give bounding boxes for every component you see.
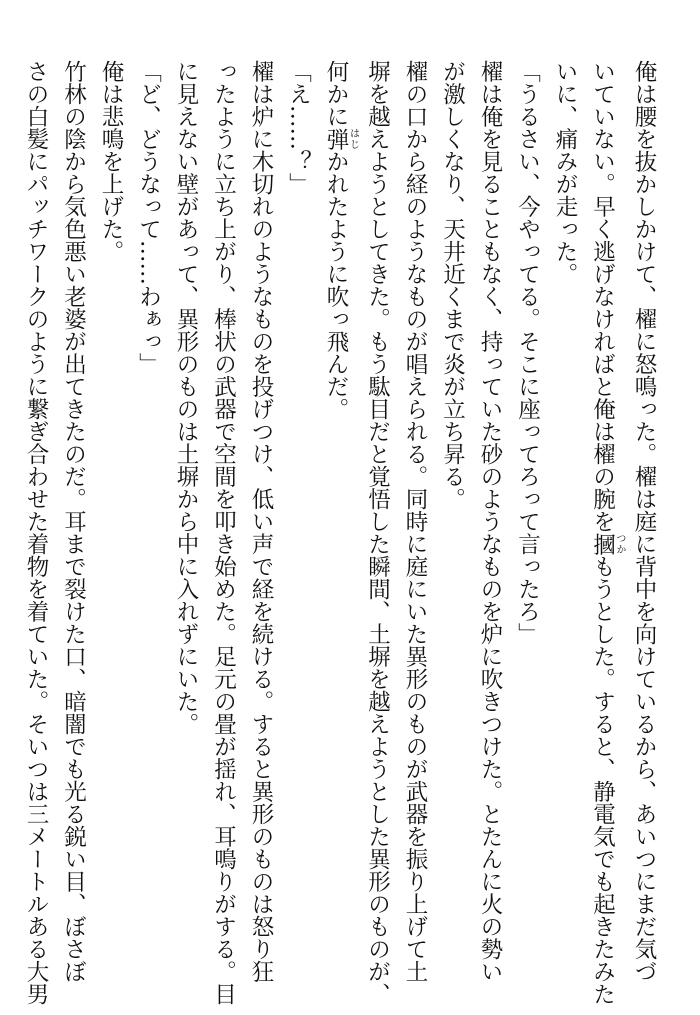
text-line-9	[317, 60, 359, 960]
ruby-haji	[323, 127, 359, 151]
text-line-8: 塀を越えようとしてきた。もう駄目だと覚悟した瞬間、土塀を越えようとした異形のものが、	[364, 60, 391, 1005]
text-line-15: 俺は悲鳴を上げた。	[98, 60, 124, 263]
text-segment: もうとした。すると、静電気でも起きたみた	[589, 555, 616, 1005]
text-line-17: さの白髪にパッチワークのように繋ぎ合わせた着物を着ていた。そいつは三メートルある大男	[23, 60, 49, 1005]
text-line-2	[583, 60, 625, 1005]
text-line-7: 櫂の口から経のようなものが唱えられる。同時に庭にいた異形のものが武器を振り上げて土	[402, 60, 428, 983]
text-line-6: が激しくなり、天井近くまで炎が立ち昇る。	[439, 60, 466, 510]
text-line-13: に見えない壁があって、異形のものは土塀から中に入れずにいた。	[173, 60, 199, 735]
text-line-10: 「え……？」	[285, 60, 312, 195]
text-line-16: 竹林の陰から気色悪い老婆が出てきたのだ。耳まで裂けた口、暗闇でも光る鋭い目、ぼさぼ	[60, 60, 87, 983]
text-line-1: 俺は腰を抜かしかけて、櫂に怒鳴った。櫂は庭に背中を向けているから、あいつにまだ気づ	[631, 60, 657, 983]
vertical-text-block	[17, 60, 663, 1005]
text-line-14: 「ど、どうなって……わぁっ」	[135, 60, 162, 375]
ruby-tsuka	[589, 532, 625, 556]
ruby-reading: つか	[614, 532, 625, 555]
text-segment: 何かに	[323, 60, 349, 128]
text-line-5: 櫂は俺を見ることもなく、持っていた砂のようなものを炉に吹きつけた。とたんに火の勢い	[477, 60, 503, 983]
text-line-3: いに、痛みが走った。	[552, 60, 578, 285]
ruby-base: 摑	[589, 532, 616, 555]
text-segment: かれたように吹っ飛んだ。	[323, 150, 349, 420]
text-line-4: 「うるさい、今やってる。そこに座ってろって言ったろ」	[514, 60, 541, 645]
ruby-base: 弾	[323, 127, 349, 150]
ruby-reading: はじ	[347, 127, 359, 150]
text-segment: いていない。早く逃げなければと俺は櫂の腕を	[589, 60, 616, 533]
text-line-12: ったように立ち上がり、棒状の武器で空間を叩き始めた。足元の畳が揺れ、耳鳴りがする。目	[210, 60, 237, 1005]
text-line-11: 櫂は炉に木切れのようなものを投げつけ、低い声で経を続ける。すると異形のものは怒り狂	[248, 60, 274, 983]
